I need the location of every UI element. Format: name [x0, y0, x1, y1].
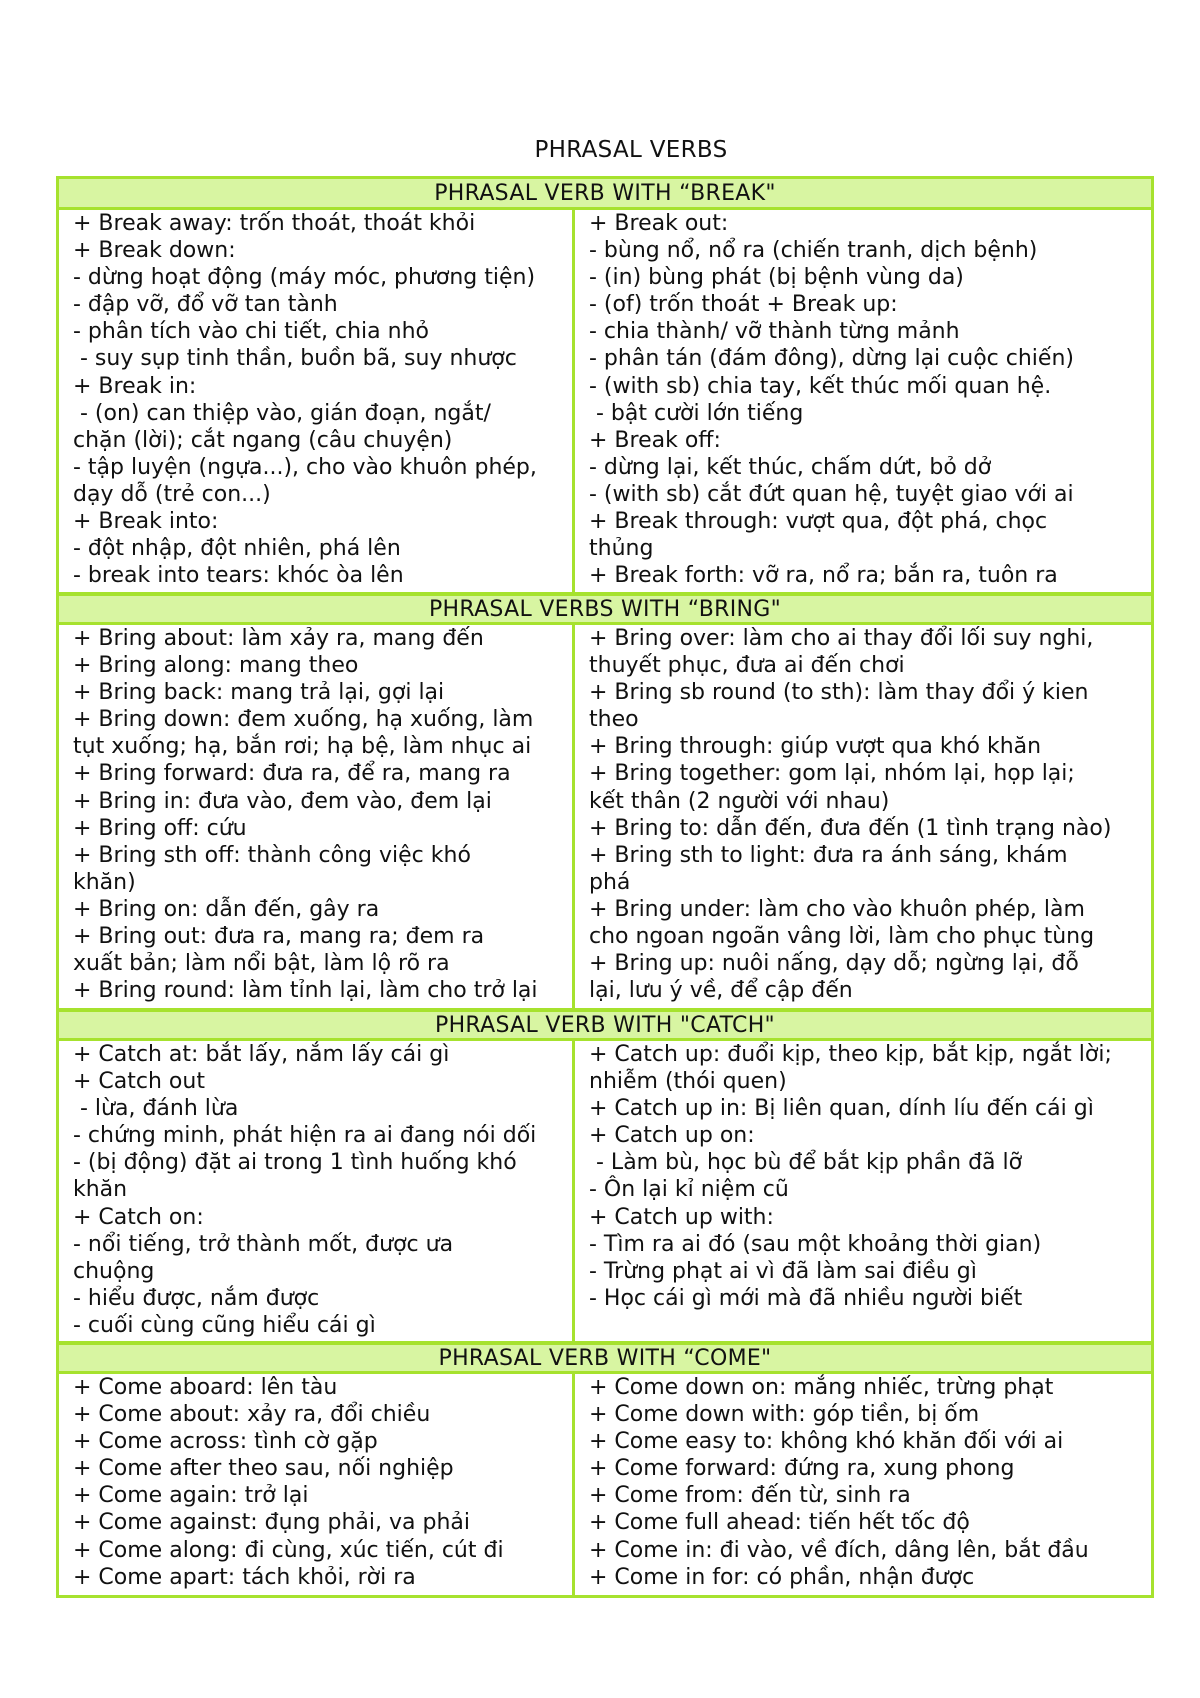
entry-line: - dừng hoạt động (máy móc, phương tiện)	[73, 265, 536, 291]
entry-line: + Bring up: nuôi nấng, dạy dỗ; ngừng lại, đỗ	[589, 951, 1079, 977]
entry-line: theo	[589, 707, 639, 733]
entry-line: - suy sụp tinh thần, buồn bã, suy nhược	[73, 346, 517, 372]
entry-line: + Bring back: mang trả lại, gợi lại	[73, 680, 445, 706]
entry-line: + Catch out	[73, 1069, 205, 1095]
section-header-catch: PHRASAL VERB WITH "CATCH"	[59, 1012, 1151, 1041]
section-body-catch	[59, 1041, 1151, 1345]
entry-line: + Bring sb round (to sth): làm thay đổi ý kien	[589, 680, 1089, 706]
entry-line: + Come apart: tách khỏi, rời ra	[73, 1564, 416, 1590]
entry-line: + Come down with: góp tiền, bị ốm	[589, 1402, 980, 1428]
entry-line: - Ôn lại kỉ niệm cũ	[589, 1177, 789, 1203]
entry-line: xuất bản; làm nổi bật, làm lộ rõ ra	[73, 951, 450, 977]
entry-line: + Come in: đi vào, về đích, dâng lên, bắt đầu	[589, 1537, 1089, 1563]
entry-line: + Catch up: đuổi kịp, theo kịp, bắt kịp, ngắt lời;	[589, 1042, 1112, 1067]
entry-line: - nổi tiếng, trở thành mốt, được ưa	[73, 1231, 454, 1257]
entry-line: - (bị động) đặt ai trong 1 tình huống khó	[73, 1150, 517, 1176]
entry-line: + Bring down: đem xuống, hạ xuống, làm	[73, 707, 534, 733]
entry-line: - (with sb) chia tay, kết thúc mối quan hệ.	[589, 373, 1052, 399]
section-break-left-column	[59, 210, 575, 592]
entry-line: + Come in for: có phần, nhận được	[589, 1564, 975, 1590]
section-body-come	[59, 1374, 1151, 1595]
section-bring-left-column	[59, 625, 575, 1008]
section-header-break: PHRASAL VERB WITH “BREAK"	[59, 179, 1151, 210]
entry-line: + Catch on:	[73, 1204, 204, 1230]
entry-line: + Bring forward: đưa ra, để ra, mang ra	[73, 761, 511, 787]
entry-line: + Come forward: đứng ra, xung phong	[589, 1456, 1015, 1482]
entry-line: + Bring off: cứu	[73, 815, 247, 841]
entry-line: dạy dỗ (trẻ con...)	[73, 481, 271, 507]
entry-line: - Học cái gì mới mà đã nhiều người biết	[589, 1285, 1023, 1311]
entry-line: + Bring about: làm xảy ra, mang đến	[73, 626, 484, 651]
entry-line: + Catch up in: Bị liên quan, dính líu đến cái gì	[589, 1096, 1094, 1122]
entry-line: - (on) can thiệp vào, gián đoạn, ngắt/	[73, 400, 491, 426]
entry-line: lại, lưu ý về, để cập đến	[589, 978, 853, 1004]
entry-line: - phân tích vào chi tiết, chia nhỏ	[73, 319, 429, 345]
entry-line: nhiễm (thói quen)	[589, 1069, 787, 1095]
entry-line: - đột nhập, đột nhiên, phá lên	[73, 536, 401, 562]
entry-line: kết thân (2 người với nhau)	[589, 788, 890, 814]
entry-line: + Come from: đến từ, sinh ra	[589, 1483, 911, 1509]
entry-line: + Break off:	[589, 427, 721, 453]
entry-line: + Break forth: vỡ ra, nổ ra; bắn ra, tuôn ra	[589, 563, 1058, 589]
entry-line: + Break away: trốn thoát, thoát khỏi	[73, 211, 476, 236]
entry-line: + Come across: tình cờ gặp	[73, 1429, 378, 1455]
entry-line: - tập luyện (ngựa...), cho vào khuôn phép,	[73, 454, 537, 480]
entry-line: + Come about: xảy ra, đổi chiều	[73, 1402, 431, 1428]
section-header-come: PHRASAL VERB WITH “COME"	[59, 1345, 1151, 1374]
entry-line: - chứng minh, phát hiện ra ai đang nói dối	[73, 1123, 537, 1149]
entry-line: + Bring under: làm cho vào khuôn phép, làm	[589, 896, 1085, 922]
entry-line: + Catch up on:	[589, 1123, 755, 1149]
entry-line: - cuối cùng cũng hiểu cái gì	[73, 1312, 376, 1338]
entry-line: thủng	[589, 536, 654, 562]
section-come-left-column	[59, 1374, 575, 1595]
entry-line: + Bring sth off: thành công việc khó	[73, 842, 471, 868]
entry-line: + Bring in: đưa vào, đem vào, đem lại	[73, 788, 492, 814]
entry-line: - (in) bùng phát (bị bệnh vùng da)	[589, 265, 964, 291]
entry-line: khăn)	[73, 869, 136, 895]
entry-line: + Bring along: mang theo	[73, 653, 359, 679]
entry-line: chặn (lời); cắt ngang (câu chuyện)	[73, 427, 453, 453]
section-break-right-column	[575, 210, 1151, 592]
entry-line: + Break in:	[73, 373, 197, 399]
entry-line: - (of) trốn thoát + Break up:	[589, 292, 898, 318]
entry-line: - chia thành/ vỡ thành từng mảnh	[589, 319, 960, 345]
entry-line: + Come against: đụng phải, va phải	[73, 1510, 470, 1536]
entry-line: phá	[589, 869, 631, 895]
entry-line: + Come full ahead: tiến hết tốc độ	[589, 1510, 970, 1536]
entry-line: - lừa, đánh lừa	[73, 1096, 239, 1122]
section-body-bring	[59, 625, 1151, 1012]
section-come-right-column	[575, 1374, 1151, 1595]
entry-line: + Come along: đi cùng, xúc tiến, cút đi	[73, 1537, 504, 1563]
entry-line: chuộng	[73, 1258, 155, 1284]
entry-line: + Break out:	[589, 211, 729, 236]
section-body-break	[59, 210, 1151, 596]
entry-line: + Break into:	[73, 509, 219, 535]
section-catch-left-column	[59, 1041, 575, 1341]
entry-line: - phân tán (đám đông), dừng lại cuộc chiến)	[589, 346, 1074, 372]
entry-line: - Làm bù, học bù để bắt kịp phần đã lỡ	[589, 1150, 1023, 1176]
entry-line: - (with sb) cắt đứt quan hệ, tuyệt giao với ai	[589, 481, 1074, 507]
section-catch-right-column	[575, 1041, 1151, 1341]
entry-line: + Break down:	[73, 238, 236, 264]
entry-line: + Bring through: giúp vượt qua khó khăn	[589, 734, 1042, 760]
entry-line: + Catch at: bắt lấy, nắm lấy cái gì	[73, 1042, 450, 1067]
entry-line: tụt xuống; hạ, bắn rơi; hạ bệ, làm nhục ai	[73, 734, 532, 760]
entry-line: + Come down on: mắng nhiếc, trừng phạt	[589, 1375, 1054, 1400]
entry-line: + Come easy to: không khó khăn đối với ai	[589, 1429, 1064, 1455]
entry-line: + Bring round: làm tỉnh lại, làm cho trở lại	[73, 978, 538, 1004]
entry-line: + Catch up with:	[589, 1204, 774, 1230]
entry-line: - hiểu được, nắm được	[73, 1285, 320, 1311]
entry-line: thuyết phục, đưa ai đến chơi	[589, 653, 905, 679]
section-header-bring: PHRASAL VERBS WITH “BRING"	[59, 596, 1151, 625]
entry-line: - Trừng phạt ai vì đã làm sai điều gì	[589, 1258, 977, 1284]
entry-line: + Come after theo sau, nối nghiệp	[73, 1456, 454, 1482]
entry-line: - bật cười lớn tiếng	[589, 400, 804, 426]
entry-line: - Tìm ra ai đó (sau một khoảng thời gian)	[589, 1231, 1042, 1257]
phrasal-verb-table	[56, 176, 1154, 1598]
entry-line: + Bring to: dẫn đến, đưa đến (1 tình trạng nào)	[589, 815, 1112, 841]
page-title: PHRASAL VERBS	[534, 137, 728, 163]
entry-line: + Bring together: gom lại, nhóm lại, họp lại;	[589, 761, 1075, 787]
entry-line: cho ngoan ngoãn vâng lời, làm cho phục tùng	[589, 924, 1095, 950]
entry-line: + Bring over: làm cho ai thay đổi lối suy nghi,	[589, 626, 1094, 651]
entry-line: + Come again: trở lại	[73, 1483, 309, 1509]
entry-line: + Bring out: đưa ra, mang ra; đem ra	[73, 924, 485, 950]
entry-line: + Break through: vượt qua, đột phá, chọc	[589, 509, 1048, 535]
entry-line: + Bring on: dẫn đến, gây ra	[73, 896, 380, 922]
entry-line: + Come aboard: lên tàu	[73, 1375, 338, 1400]
entry-line: khăn	[73, 1177, 128, 1203]
entry-line: - đập vỡ, đổ vỡ tan tành	[73, 292, 338, 318]
entry-line: - break into tears: khóc òa lên	[73, 563, 404, 589]
entry-line: - dừng lại, kết thúc, chấm dứt, bỏ dở	[589, 454, 992, 480]
entry-line: - bùng nổ, nổ ra (chiến tranh, dịch bệnh)	[589, 238, 1038, 264]
section-bring-right-column	[575, 625, 1151, 1008]
entry-line: + Bring sth to light: đưa ra ánh sáng, khám	[589, 842, 1068, 868]
